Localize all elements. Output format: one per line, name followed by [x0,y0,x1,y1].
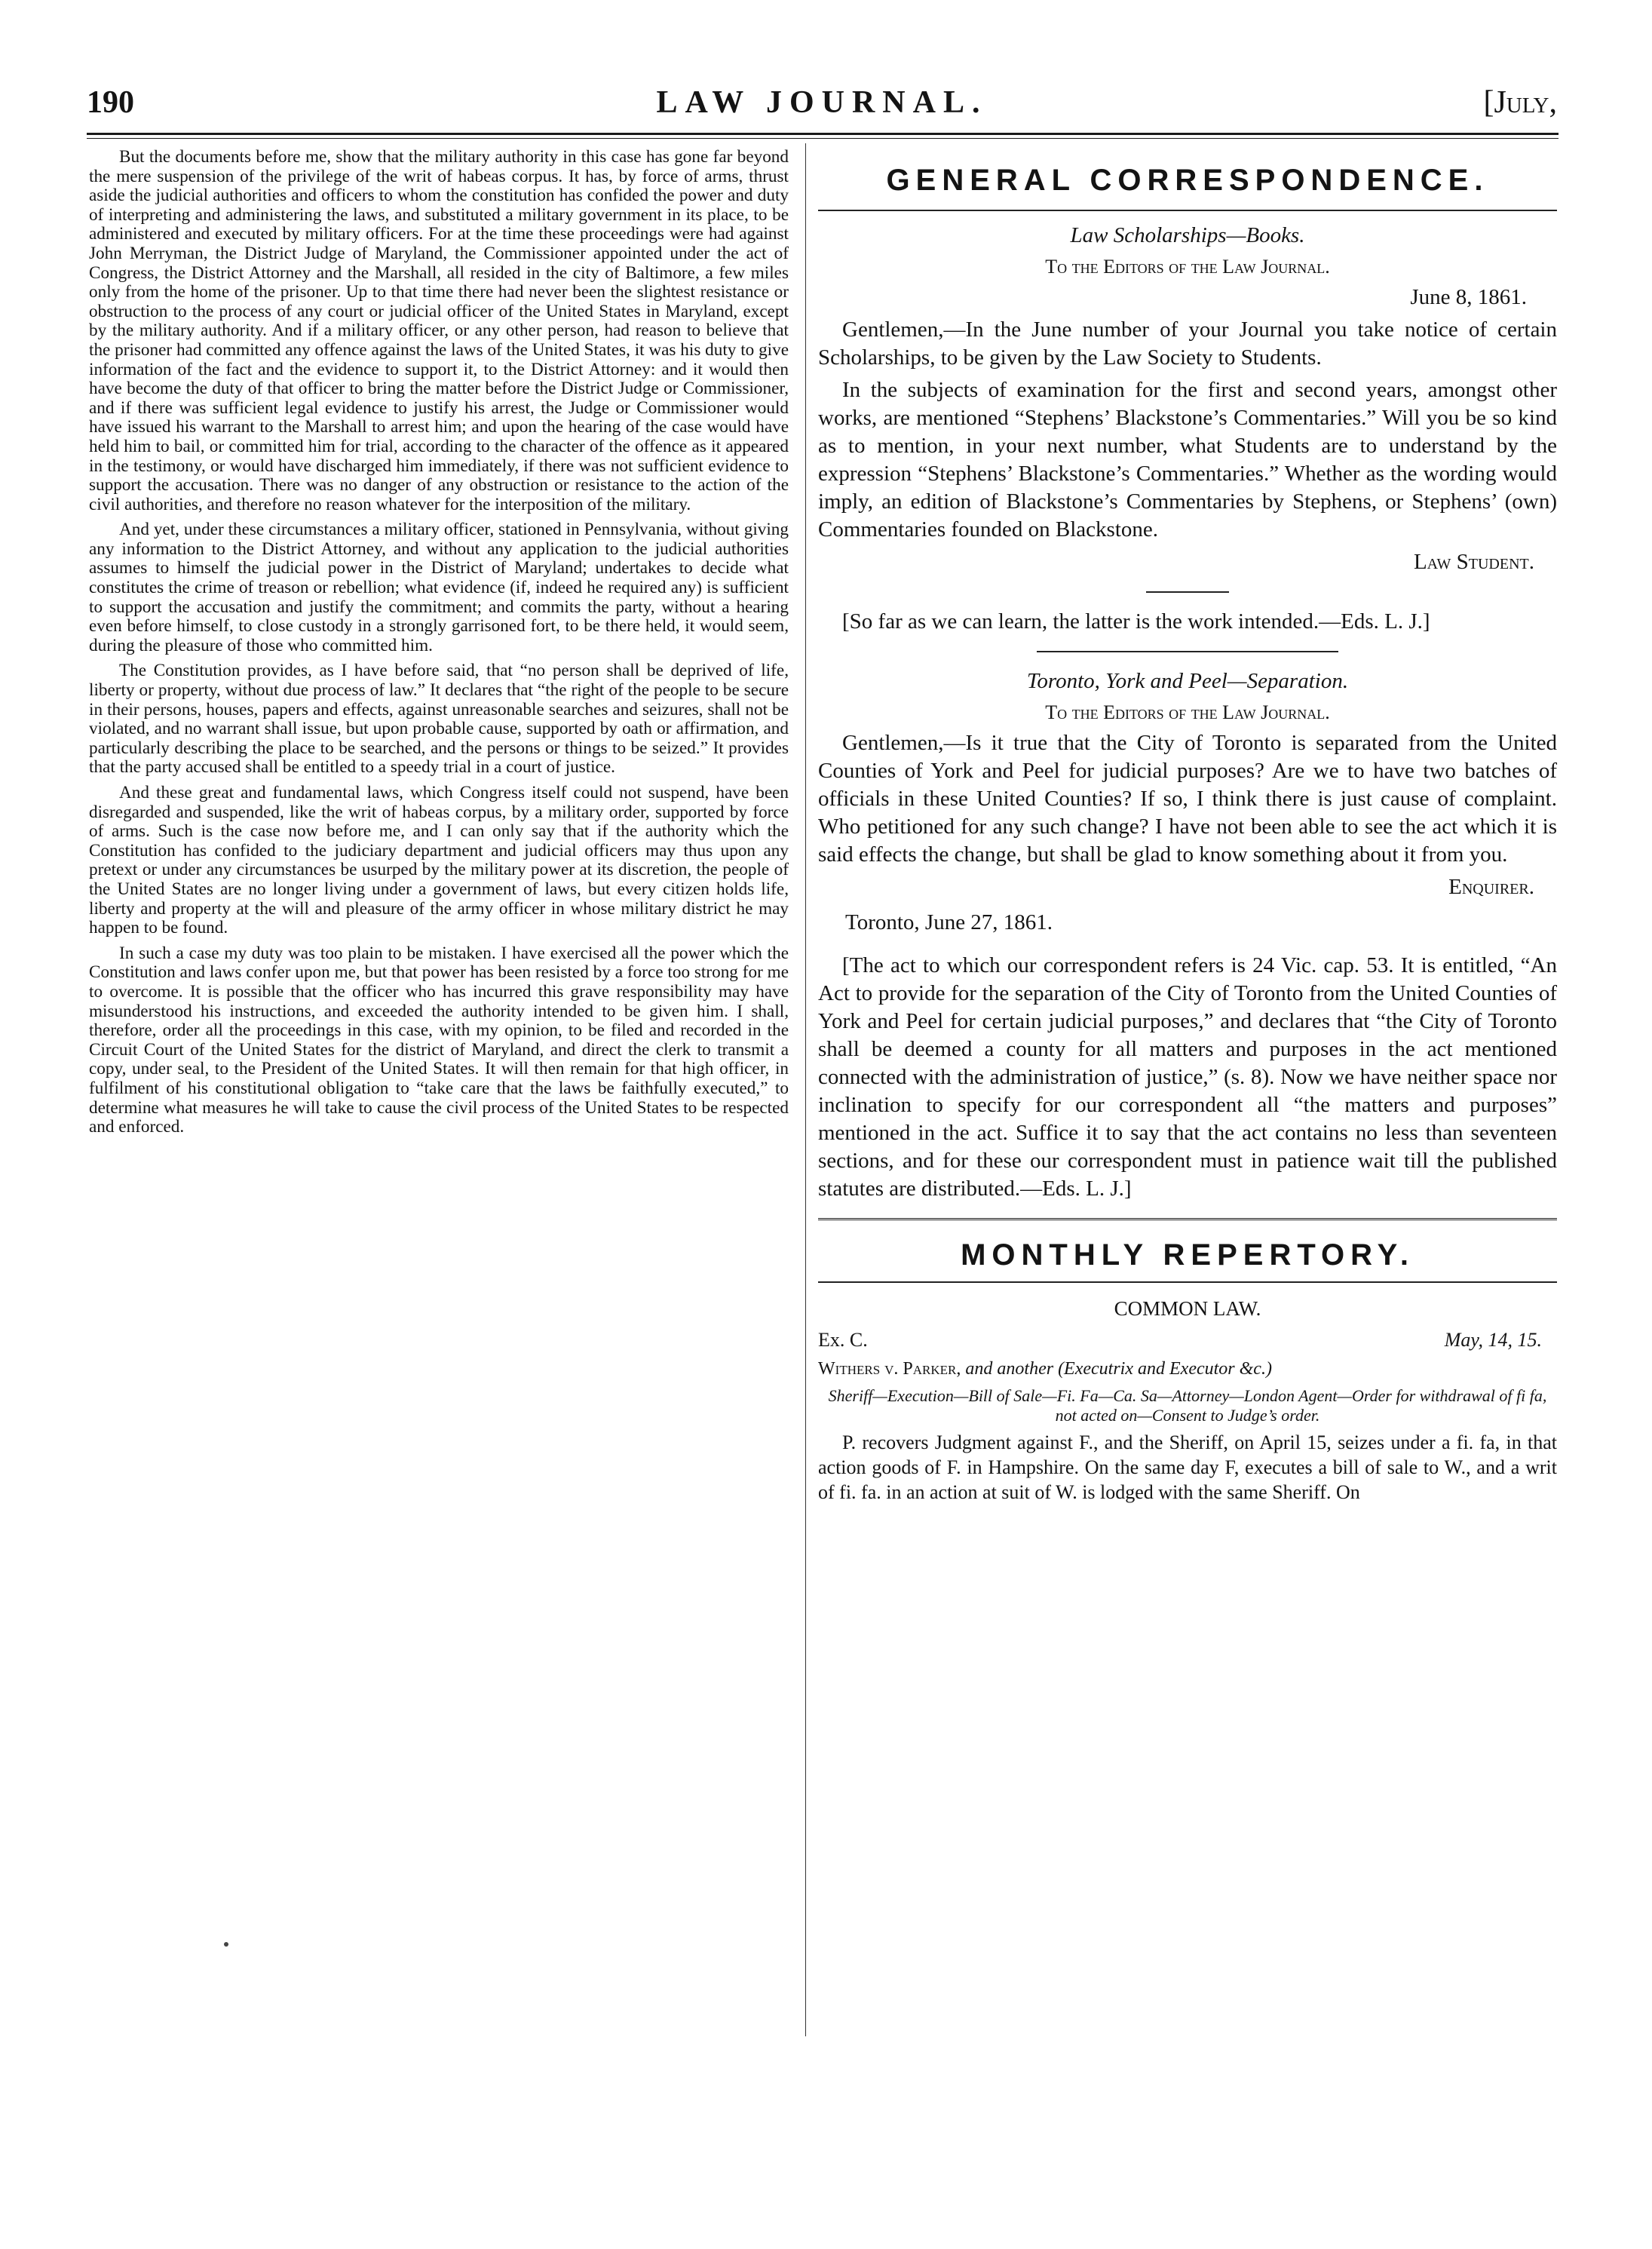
case-parties-rest: and another (Executrix and Executor &c.) [965,1359,1272,1379]
letter-address: To the Editors of the Law Journal. [1045,701,1330,723]
general-correspondence-heading: GENERAL CORRESPONDENCE. [886,164,1489,197]
section-rule [818,210,1557,211]
case-body: P. recovers Judgment against F., and the Sheriff, on April 15, seizes under a fi. fa, in that action goods of F. in Hampshire. On the same day F, executes a bill of sale to W., and a writ of fi. fa. in an action at suit of W. is lodged with the same Sheriff. On [818,1431,1557,1503]
opinion-paragraph: The Constitution provides, as I have before said, that “no person shall be deprived of life, liberty or property, without due process of law.” It declares that “the right of the people to be secure in their persons, houses, papers and effects, against unreasonable searches and seizures, shall not be violated, and no warrant shall issue, but upon probable cause, supported by oath or affirmation, and particularly describing the place to be searched, and the persons or things to be seized.” It provides that the party accused shall be entitled to a speedy trial in a court of justice. [89,661,789,778]
header-rule-thin [87,138,1559,139]
section-rule [818,1281,1557,1283]
letter-signature: Law Student. [1413,550,1534,574]
common-law-heading: COMMON LAW. [1114,1297,1261,1320]
letter-address: To the Editors of the Law Journal. [1045,256,1330,278]
letter-title: Toronto, York and Peel—Separation. [1026,669,1349,693]
page-header [87,84,1557,130]
section-rule [818,1218,1557,1223]
header-rule [87,133,1559,135]
case-date: May, 14, 15. [1444,1329,1542,1351]
opinion-paragraph: And yet, under these circumstances a military officer, stationed in Pennsylvania, without giving any information to the District Attorney, and without any application to the judicial authorities assumes to himself the judicial power in the District of Maryland; undertakes to decide what constitutes the crime of treason or rebellion; what evidence (if, indeed he required any) is sufficient to support the accusation and justify the commitment; and commits the party, without a hearing even before himself, to close custody in a strongly garrisoned fort, to be there held, it would seem, during the pleasure of those who committed him. [89,520,789,655]
case-parties: Withers v. Parker, [818,1359,961,1379]
monthly-repertory-heading: MONTHLY REPERTORY. [961,1238,1414,1272]
letter-paragraph: Gentlemen,—Is it true that the City of Toronto is separated from the United Counties of York and Peel for judicial purposes? Are we to have two batches of officials in these United Counties? If so, I think there is just cause of complaint. Who petitioned for any such change? I have not been able to see the act which it is said effects the change, but shall be glad to know something about it from you. [818,731,1557,867]
case-name [818,1355,1557,1383]
letter-paragraph: In the subjects of examination for the first and second years, amongst other works, are mentioned “Stephens’ Blackstone’s Commentaries.” Will you be so kind as to mention, in your next number, what Students are to understand by the expression “Stephens’ Blackstone’s Commentaries.” Whether as the wording would imply, an edition of Blackstone’s Commentaries by Stephens, or Stephens’ (own) Commentaries founded on Blackstone. [818,378,1557,542]
column-divider [805,143,806,2036]
letter-date: June 8, 1861. [1410,285,1527,309]
case-headnote: Sheriff—Execution—Bill of Sale—Fi. Fa—Ca. Sa—Attorney—London Agent—Order for withdrawal of fi fa, not acted on—Consent to Judge’s order. [828,1386,1547,1425]
left-column [89,148,789,1143]
letter-dateline: Toronto, June 27, 1861. [845,910,1053,934]
separator-rule [1037,651,1338,652]
right-column [818,148,1557,1505]
short-rule [1146,591,1229,593]
letter-law-scholarships [818,222,1557,636]
letter-title: Law Scholarships—Books. [1070,223,1305,247]
letter-paragraph: Gentlemen,—In the June number of your Journal you take notice of certain Scholarships, to be given by the Law Society to Students. [818,318,1557,370]
page-number: 190 [87,85,134,120]
stray-mark [224,1942,228,1947]
editor-note: [The act to which our correspondent refers is 24 Vic. cap. 53. It is entitled, “An Act to provide for the separation of the City of Toronto from the United Counties of York and Peel for certain judicial purposes,” and declares that “the City of Toronto shall be deemed a county for all matters and purposes in the act mentioned connected with the administration of justice,” (s. 8). Now we have neither space nor inclination to specify for our correspondent all “the matters and purposes” mentioned in the act. Suffice it to say that the act contains no less than seventeen sections, and for these our correspondent must in patience wait till the published statutes are distributed.—Eds. L. J.] [818,953,1557,1201]
letter-toronto-separation [818,667,1557,1203]
letter-signature: Enquirer. [1448,875,1534,899]
court-label: Ex. C. [818,1329,868,1351]
opinion-paragraph: In such a case my duty was too plain to be mistaken. I have exercised all the power which the Constitution and laws confer upon me, but that power has been resisted by a force too strong for me to overcome. It is possible that the officer who has incurred this grave responsibility may have misunderstood his instructions, and exceeded the authority intended to be given him. I shall, therefore, order all the proceedings in this case, with my opinion, to be filed and recorded in the Circuit Court of the United States for the district of Maryland, and direct the clerk to transmit a copy, under seal, to the President of the United States. It will then remain for that high officer, in fulfilment of his constitutional obligation to “take care that the laws be faithfully executed,” to determine what measures he will take to cause the civil process of the United States to be respected and enforced. [89,943,789,1137]
editor-note: [So far as we can learn, the latter is the work intended.—Eds. L. J.] [842,609,1430,634]
opinion-paragraph: And these great and fundamental laws, which Congress itself could not suspend, have been disregarded and suspended, like the writ of habeas corpus, by a military order, supported by force of arms. Such is the case now before me, and I can only say that if the authority which the Constitution has confided to the judiciary department and judicial officers may thus upon any pretext or under any circumstances be usurped by the military power at its discretion, the people of the United States are no longer living under a government of laws, but every citizen holds life, liberty and property at the will and pleasure of the army officer in whose military district he may happen to be found. [89,783,789,938]
issue-month: [July, [1483,85,1557,120]
case-citation-row [818,1326,1542,1354]
running-title: LAW JOURNAL. [656,85,988,120]
opinion-paragraph: But the documents before me, show that the military authority in this case has gone far beyond the mere suspension of the privilege of the writ of habeas corpus. It has, by force of arms, thrust aside the judicial authorities and officers to whom the constitution has confided the power and duty of interpreting and administering the laws, and substituted a military government in its place, to be administered and executed by military officers. For at the time these proceedings were had against John Merryman, the District Judge of Maryland, the Commissioner appointed under the act of Congress, the District Attorney and the Marshall, all resided in the city of Baltimore, a few miles only from the home of the prisoner. Up to that time there had never been the slightest resistance or obstruction to the process of any court or judicial officer of the United States in Maryland, except by the military authority. And if a military officer, or any other person, had reason to believe that the prisoner had committed any offence against the laws of the United States, it was his duty to give information of the fact and the evidence to support it, to the District Attorney: and it would then have become the duty of that officer to bring the matter before the District Judge or Commissioner, and if there was sufficient legal evidence to justify his arrest, the Judge or Commissioner would have issued his warrant to the Marshall to arrest him; and upon the hearing of the case would have held him to bail, or committed him for trial, according to the character of the offence as it appeared in the testimony, or would have discharged him immediately, if there was not sufficient evidence to support the accusation. There was no danger of any obstruction or resistance to the action of the civil authorities, and therefore no reason whatever for the interposition of the military. [89,147,789,514]
